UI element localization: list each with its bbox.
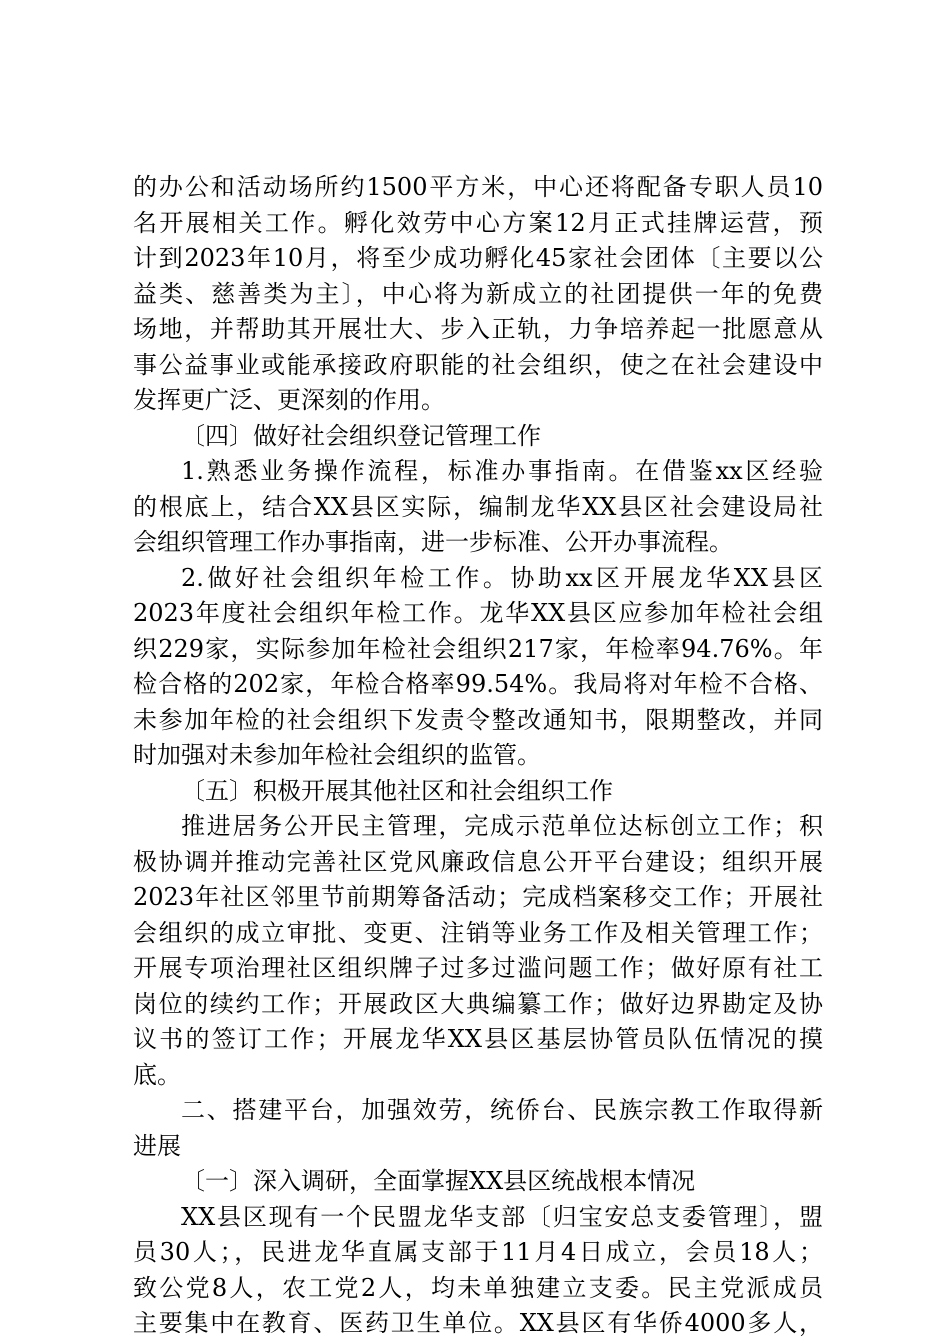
text-line: 开展专项治理社区组织牌子过多过滥问题工作；做好原有社工 — [133, 954, 823, 982]
text-line: 底。 — [133, 1060, 181, 1089]
text-line: 〔四〕做好社会组织登记管理工作 — [181, 421, 541, 450]
text-line: 进展 — [133, 1131, 181, 1160]
text-line: 2.做好社会组织年检工作。协助xx区开展龙华XX县区 — [181, 563, 823, 592]
text-line: 2023年度社会组织年检工作。龙华XX县区应参加年检社会组 — [133, 599, 823, 627]
text-line: 场地，并帮助其开展壮大、步入正轨，力争培养起一批愿意从 — [133, 315, 823, 343]
text-line: 时加强对未参加年检社会组织的监管。 — [133, 741, 541, 769]
text-line: 的根底上，结合XX县区实际，编制龙华XX县区社会建设局社 — [133, 492, 823, 521]
text-line: 岗位的续约工作；开展政区大典编纂工作；做好边界勘定及协 — [133, 989, 823, 1018]
text-line: XX县区现有一个民盟龙华支部〔归宝安总支委管理〕，盟 — [181, 1202, 823, 1231]
text-line: 2023年社区邻里节前期筹备活动；完成档案移交工作；开展社 — [133, 883, 823, 911]
text-line: 员30人；，民进龙华直属支部于11月4日成立，会员18人； — [133, 1238, 823, 1266]
text-line: 推进居务公开民主管理，完成示范单位达标创立工作；积 — [181, 812, 823, 840]
text-line: 极协调并推动完善社区党风廉政信息公开平台建设；组织开展 — [133, 847, 823, 876]
text-line: 事公益事业或能承接政府职能的社会组织，使之在社会建设中 — [133, 350, 823, 379]
text-line: 主要集中在教育、医药卫生单位。XX县区有华侨4000多人， — [133, 1309, 823, 1337]
text-line: 〔五〕积极开展其他社区和社会组织工作 — [181, 776, 613, 805]
text-line: 益类、慈善类为主〕，中心将为新成立的社团提供一年的免费 — [133, 279, 823, 308]
text-line: 发挥更广泛、更深刻的作用。 — [133, 386, 445, 414]
text-line: 检合格的202家，年检合格率99.54%。我局将对年检不合格、 — [133, 670, 823, 698]
text-line: 未参加年检的社会组织下发责令整改通知书，限期整改，并同 — [133, 705, 823, 734]
text-line: 致公党8人，农工党2人，均未单独建立支委。民主党派成员 — [133, 1273, 823, 1302]
text-line: 〔一〕深入调研，全面掌握XX县区统战根本情况 — [181, 1167, 696, 1195]
text-line: 二、搭建平台，加强效劳，统侨台、民族宗教工作取得新 — [181, 1096, 823, 1124]
text-line: 计到2023年10月，将至少成功孵化45家社会团体〔主要以公 — [133, 244, 823, 272]
text-line: 会组织的成立审批、变更、注销等业务工作及相关管理工作； — [133, 918, 823, 947]
text-line: 会组织管理工作办事指南，进一步标准、公开办事流程。 — [133, 528, 733, 556]
text-line: 名开展相关工作。孵化效劳中心方案12月正式挂牌运营，预 — [133, 208, 823, 237]
text-line: 织229家，实际参加年检社会组织217家，年检率94.76%。年 — [133, 634, 823, 663]
text-line: 议书的签订工作；开展龙华XX县区基层协管员队伍情况的摸 — [133, 1025, 823, 1053]
document-page — [133, 170, 823, 1342]
text-line: 的办公和活动场所约1500平方米，中心还将配备专职人员10 — [133, 173, 823, 201]
text-line: 1.熟悉业务操作流程，标准办事指南。在借鉴xx区经验 — [181, 457, 823, 485]
